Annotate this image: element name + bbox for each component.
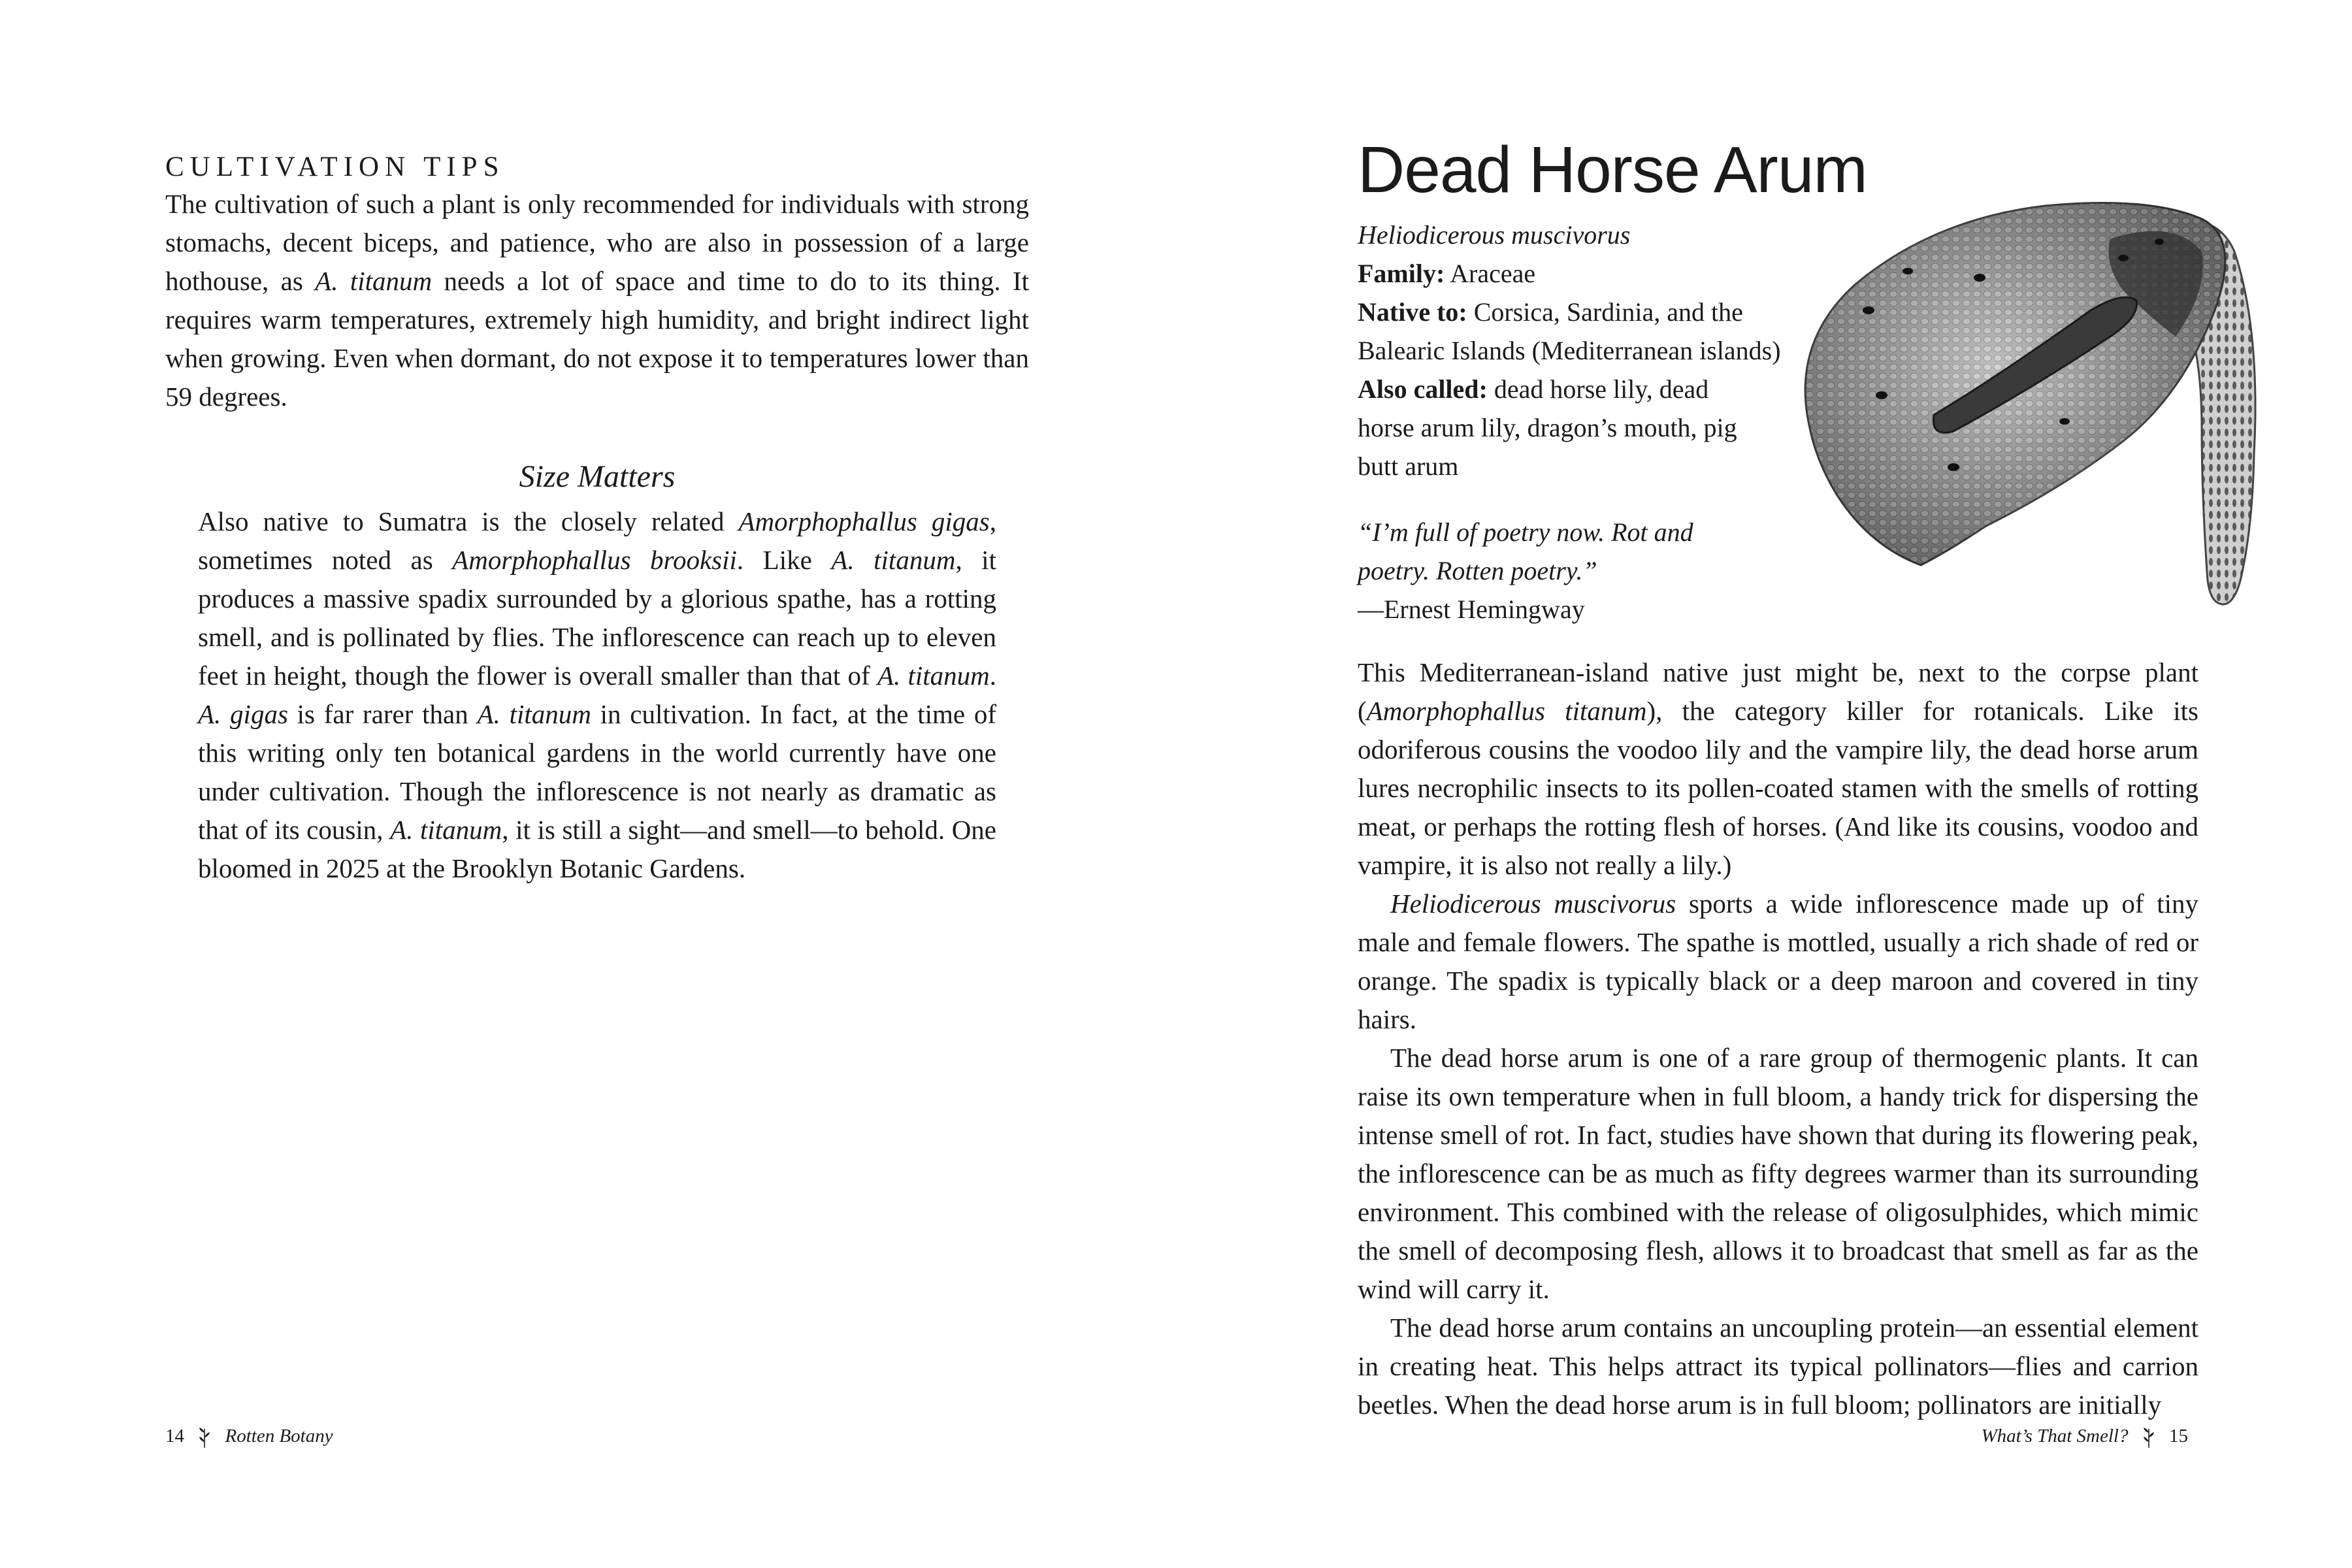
text-run: is far rarer than	[287, 699, 478, 729]
text-run: , sometimes noted as	[198, 506, 996, 575]
family-value: Araceae	[1445, 259, 1536, 288]
italic-run: Amorphophallus titanum	[1366, 696, 1647, 726]
cultivation-tips-body	[165, 185, 1029, 416]
book-title: Rotten Botany	[225, 1426, 333, 1446]
quote-text: “I’m full of poetry now. Rot and poetry. Rotten poetry.”	[1358, 517, 1693, 585]
sidebar-title: Size Matters	[519, 459, 676, 494]
family-line	[1358, 254, 1854, 293]
text-run: Also native to Sumatra is the closely related	[198, 506, 739, 536]
sprig-icon	[198, 1426, 211, 1448]
latin-name: Heliodicerous muscivorus	[1358, 220, 1631, 250]
plant-facts	[1358, 216, 1854, 485]
paragraph-4: The dead horse arum contains an uncoupling protein—an essential element in creating heat. This helps attract its typical pollinators—flies and carrion beetles. When the dead horse arum is in full bloom; pollinators are initially	[1358, 1313, 2198, 1420]
quote-author: —Ernest Hemingway	[1358, 595, 1585, 624]
text-run: This Mediterranean-island native just might be, next to the corpse plant (	[1358, 657, 2198, 726]
native-label: Native to:	[1358, 297, 1467, 327]
right-page-footer	[1981, 1423, 2188, 1449]
family-label: Family:	[1358, 259, 1445, 288]
italic-run: A. titanum	[831, 545, 956, 575]
right-page	[1176, 0, 2352, 1568]
paragraph-3: The dead horse arum is one of a rare group of thermogenic plants. It can raise its own temperature when in full bloom, a handy trick for dispersing the intense smell of rot. In fact, studies have shown that during its flowering peak, the inflorescence can be as much as fifty degrees warmer than its surrounding environment. This combined with the release of oligosulphides, which mimic the smell of decomposing flesh, allows it to broadcast that smell as far as the wind will carry it.	[1358, 1043, 2198, 1304]
italic-run: Amorphophallus brooksii	[452, 545, 737, 575]
text-run: in cultivation. In fact, at the time of this writing only ten botanical gardens in the world currently have one under cultivation. Though the inflorescence is not nearly as dramatic as that of its cousin,	[198, 699, 996, 845]
epigraph	[1358, 513, 1763, 629]
native-value: Corsica, Sardinia, and the Balearic Islands (Mediterranean islands)	[1358, 297, 1781, 365]
main-article	[1358, 653, 2198, 1424]
chapter-title: What’s That Smell?	[1981, 1426, 2129, 1446]
text-run: The cultivation of such a plant is only recommended for individuals with strong stomachs, decent biceps, and patience, who are also in possession of a large hothouse, as	[165, 189, 1029, 296]
italic-run: A. gigas	[198, 699, 288, 729]
paragraph-2	[1358, 885, 2198, 1039]
native-line	[1358, 293, 1815, 370]
italic-run: A. titanum	[877, 661, 990, 691]
arum-flower-illustration	[1784, 180, 2293, 624]
text-run: . Like	[736, 545, 832, 575]
text-run: .	[989, 661, 996, 691]
text-run: ), the category killer for rotanicals. Like its odoriferous cousins the voodoo lily and the vampire lily, the dead horse arum lures necrophilic insects to its pollen-coated stamen with the smells of rotting meat, or perhaps the rotting flesh of horses. (And like its cousins, voodoo and vampire, it is also not really a lily.)	[1358, 696, 2198, 880]
text-run: , it produces a massive spadix surrounded by a glorious spathe, has a rotting smell, and is pollinated by flies. The inflorescence can reach up to eleven feet in height, though the flower is overall smaller than that of	[198, 545, 996, 691]
cultivation-tips-heading: CULTIVATION TIPS	[165, 152, 505, 182]
text-run: needs a lot of space and time to do to its thing. It requires warm temperatures, extremely high humidity, and bright indirect light when growing. Even when dormant, do not expose it to temperatures lower than 59 degrees.	[165, 266, 1029, 412]
also-called-line	[1358, 370, 1750, 485]
also-called-label: Also called:	[1358, 374, 1488, 404]
italic-run: A. titanum	[390, 815, 502, 845]
italic-run: A. titanum	[315, 266, 433, 296]
italic-run: Heliodicerous muscivorus	[1390, 889, 1676, 919]
left-page-footer	[165, 1423, 333, 1449]
sprig-icon	[2142, 1426, 2155, 1448]
text-run: , it is still a sight—and smell—to behold. One bloomed in 2025 at the Brooklyn Botanic Gardens.	[198, 815, 997, 883]
page-number: 14	[165, 1426, 184, 1446]
text-run: sports a wide inflorescence made up of tiny male and female flowers. The spathe is mottled, usually a rich shade of red or orange. The spadix is typically black or a deep maroon and covered in tiny hairs.	[1358, 889, 2198, 1034]
page-number: 15	[2169, 1426, 2188, 1446]
also-called-value: dead horse lily, dead horse arum lily, dragon’s mouth, pig butt arum	[1358, 374, 1737, 481]
plant-title: Dead Horse Arum	[1358, 133, 1867, 206]
paragraph-1	[1358, 653, 2198, 885]
italic-run: Amorphophallus gigas	[738, 506, 990, 536]
sidebar-body	[198, 502, 996, 888]
italic-run: A. titanum	[477, 699, 591, 729]
